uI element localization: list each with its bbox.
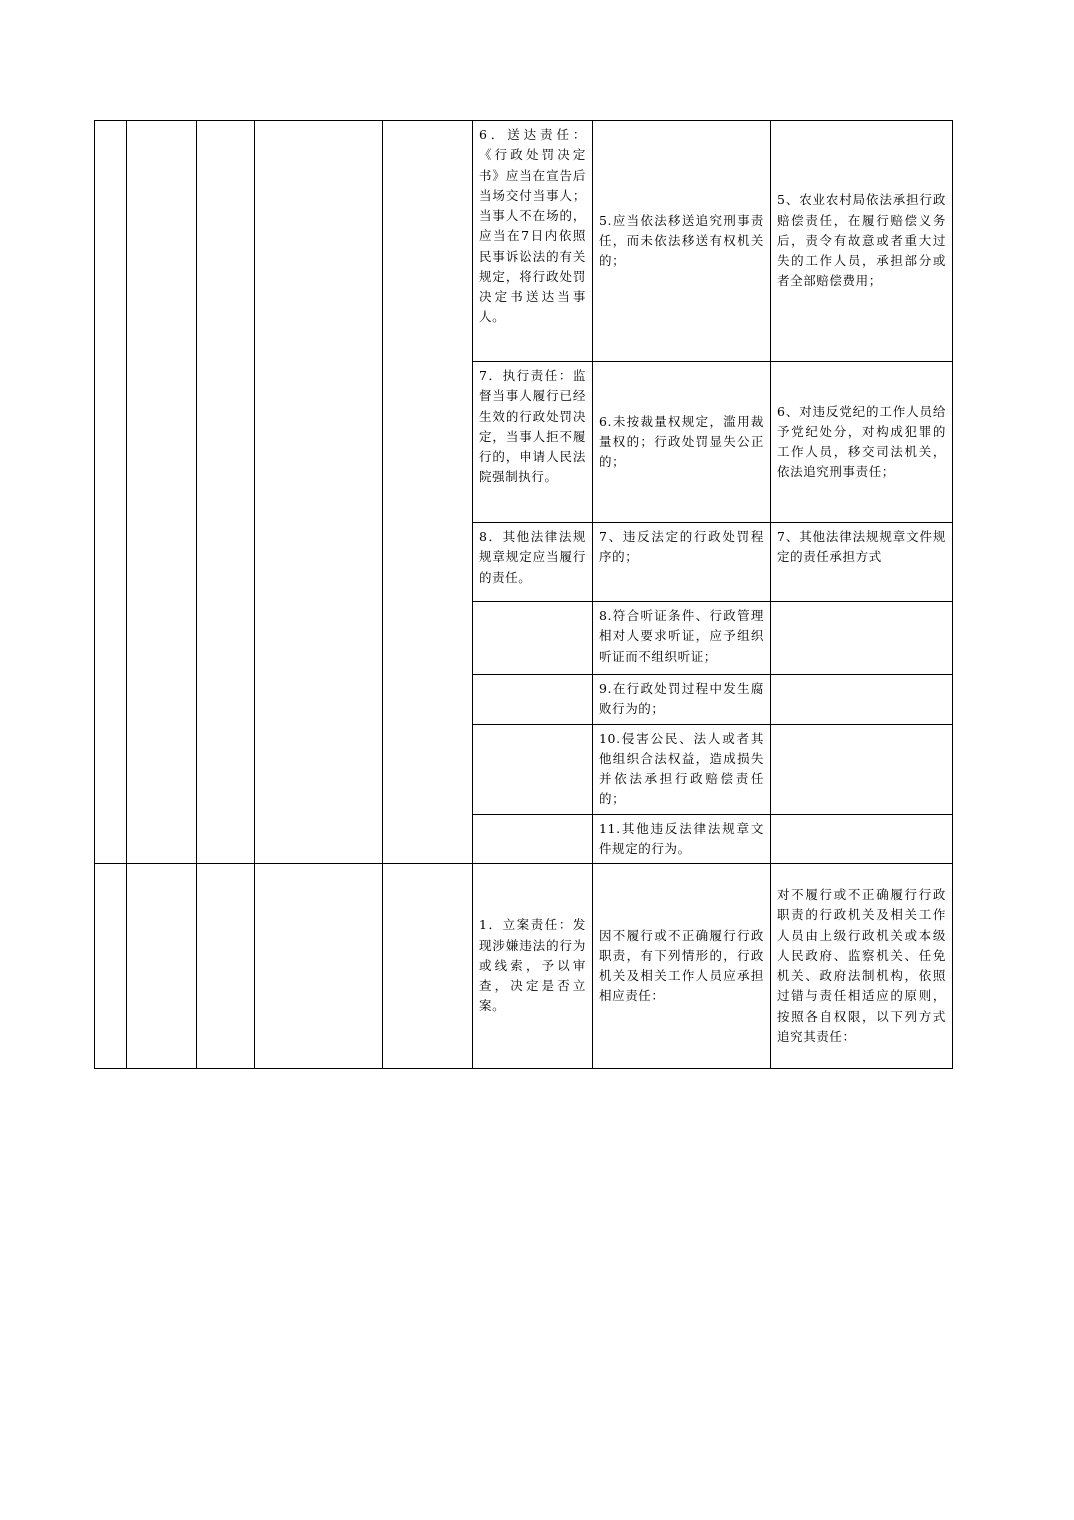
duty-cell-empty	[473, 814, 593, 864]
col-spacer-4	[255, 864, 383, 1069]
duty-cell-empty	[473, 675, 593, 725]
col-spacer-3	[197, 864, 255, 1069]
col-spacer-4	[255, 121, 383, 864]
accountability-method-cell-empty	[771, 724, 953, 814]
duty-cell: 1．立案责任：发现涉嫌违法的行为或线索，予以审查，决定是否立案。	[473, 864, 593, 1069]
responsibility-table	[94, 120, 953, 1069]
accountability-item-cell: 8.符合听证条件、行政管理相对人要求听证，应予组织听证而不组织听证；	[593, 602, 771, 675]
accountability-method-cell-empty	[771, 675, 953, 725]
col-spacer-1	[95, 864, 127, 1069]
duty-cell: 6．送达责任：《行政处罚决定书》应当在宣告后当场交付当事人；当事人不在场的，应当在7日内依照民事诉讼法的有关规定，将行政处罚决定书送达当事人。	[473, 121, 593, 362]
col-spacer-3	[197, 121, 255, 864]
col-spacer-5	[383, 121, 473, 864]
accountability-method-cell: 6、对违反党纪的工作人员给予党纪处分，对构成犯罪的工作人员，移交司法机关，依法追究刑事责任；	[771, 362, 953, 523]
duty-cell-empty	[473, 724, 593, 814]
accountability-item-cell: 9.在行政处罚过程中发生腐败行为的；	[593, 675, 771, 725]
accountability-method-cell: 7、其他法律法规规章文件规定的责任承担方式	[771, 523, 953, 602]
accountability-item-cell: 5.应当依法移送追究刑事责任，而未依法移送有权机关的；	[593, 121, 771, 362]
accountability-method-cell: 5、农业农村局依法承担行政赔偿责任，在履行赔偿义务后，责令有故意或者重大过失的工作人员，承担部分或者全部赔偿费用；	[771, 121, 953, 362]
col-spacer-2	[127, 864, 197, 1069]
accountability-item-cell: 10.侵害公民、法人或者其他组织合法权益，造成损失并依法承担行政赔偿责任的；	[593, 724, 771, 814]
accountability-method-cell-empty	[771, 814, 953, 864]
col-spacer-2	[127, 121, 197, 864]
accountability-item-cell: 因不履行或不正确履行行政职责，有下列情形的，行政机关及相关工作人员应承担相应责任：	[593, 864, 771, 1069]
duty-cell-empty	[473, 602, 593, 675]
table-row	[95, 864, 953, 1069]
accountability-item-cell: 6.未按裁量权规定，滥用裁量权的；行政处罚显失公正的；	[593, 362, 771, 523]
duty-cell: 7．执行责任：监督当事人履行已经生效的行政处罚决定，当事人拒不履行的，申请人民法院强制执行。	[473, 362, 593, 523]
accountability-method-cell: 对不履行或不正确履行行政职责的行政机关及相关工作人员由上级行政机关或本级人民政府、监察机关、任免机关、政府法制机构，依照过错与责任相适应的原则，按照各自权限，以下列方式追究其责任：	[771, 864, 953, 1069]
col-spacer-5	[383, 864, 473, 1069]
accountability-item-cell: 7、违反法定的行政处罚程序的；	[593, 523, 771, 602]
col-spacer-1	[95, 121, 127, 864]
duty-cell: 8．其他法律法规规章规定应当履行的责任。	[473, 523, 593, 602]
table-row	[95, 121, 953, 362]
accountability-method-cell-empty	[771, 602, 953, 675]
accountability-item-cell: 11.其他违反法律法规章文件规定的行为。	[593, 814, 771, 864]
